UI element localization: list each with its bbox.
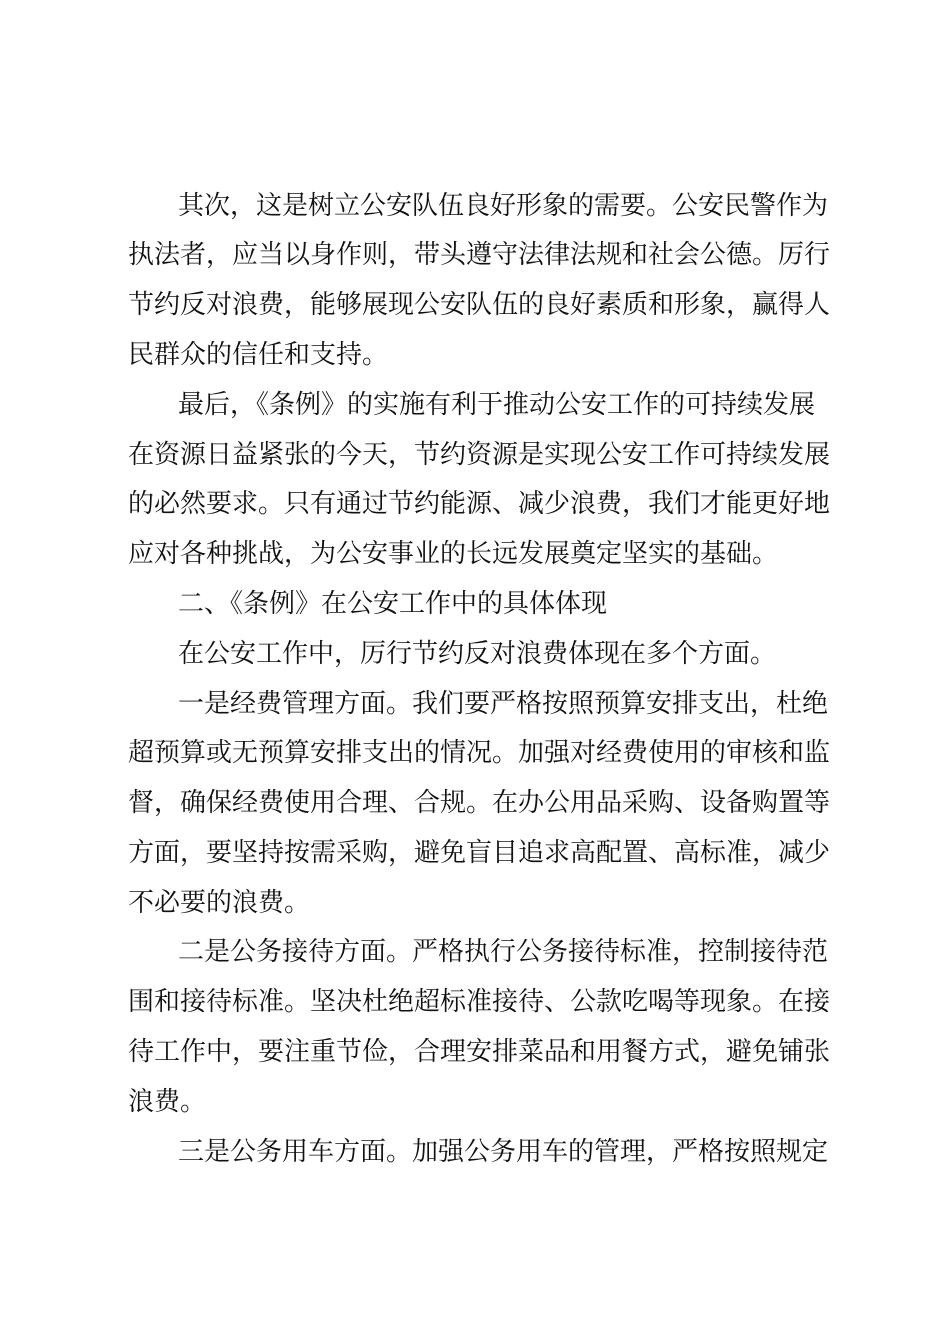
paragraph-line: 超预算或无预算安排支出的情况。加强对经费使用的审核和监 bbox=[128, 738, 831, 768]
paragraph-line: 二是公务接待方面。严格执行公务接待标准，控制接待范 bbox=[178, 937, 829, 967]
paragraph-line: 三是公务用车方面。加强公务用车的管理，严格按照规定 bbox=[178, 1137, 829, 1167]
paragraph-line: 民群众的信任和支持。 bbox=[128, 340, 389, 370]
paragraph-line: 在资源日益紧张的今天，节约资源是实现公安工作可持续发展 bbox=[128, 440, 831, 470]
paragraph-line: 一是经费管理方面。我们要严格按照预算安排支出，杜绝 bbox=[178, 689, 829, 719]
paragraph-line: 的必然要求。只有通过节约能源、减少浪费，我们才能更好地 bbox=[128, 489, 831, 519]
paragraph-line: 执法者，应当以身作则，带头遵守法律法规和社会公德。厉行 bbox=[128, 240, 831, 270]
paragraph-line: 其次，这是树立公安队伍良好形象的需要。公安民警作为 bbox=[178, 191, 829, 221]
paragraph-line: 待工作中，要注重节俭，合理安排菜品和用餐方式，避免铺张 bbox=[128, 1037, 831, 1067]
section-heading: 二、《条例》在公安工作中的具体体现 bbox=[178, 589, 608, 619]
paragraph-line: 浪费。 bbox=[128, 1087, 207, 1117]
paragraph-line: 围和接待标准。坚决杜绝超标准接待、公款吃喝等现象。在接 bbox=[128, 987, 831, 1017]
paragraph-line: 不必要的浪费。 bbox=[128, 888, 311, 918]
paragraph-line: 督，确保经费使用合理、合规。在办公用品采购、设备购置等 bbox=[128, 788, 831, 818]
paragraph-line: 节约反对浪费，能够展现公安队伍的良好素质和形象，赢得人 bbox=[128, 290, 831, 320]
paragraph-line: 最后，《条例》的实施有利于推动公安工作的可持续发展 bbox=[178, 390, 816, 420]
paragraph-line: 在公安工作中，厉行节约反对浪费体现在多个方面。 bbox=[178, 639, 777, 669]
paragraph-line: 方面，要坚持按需采购，避免盲目追求高配置、高标准，减少 bbox=[128, 838, 831, 868]
paragraph-line: 应对各种挑战，为公安事业的长远发展奠定坚实的基础。 bbox=[128, 539, 779, 569]
